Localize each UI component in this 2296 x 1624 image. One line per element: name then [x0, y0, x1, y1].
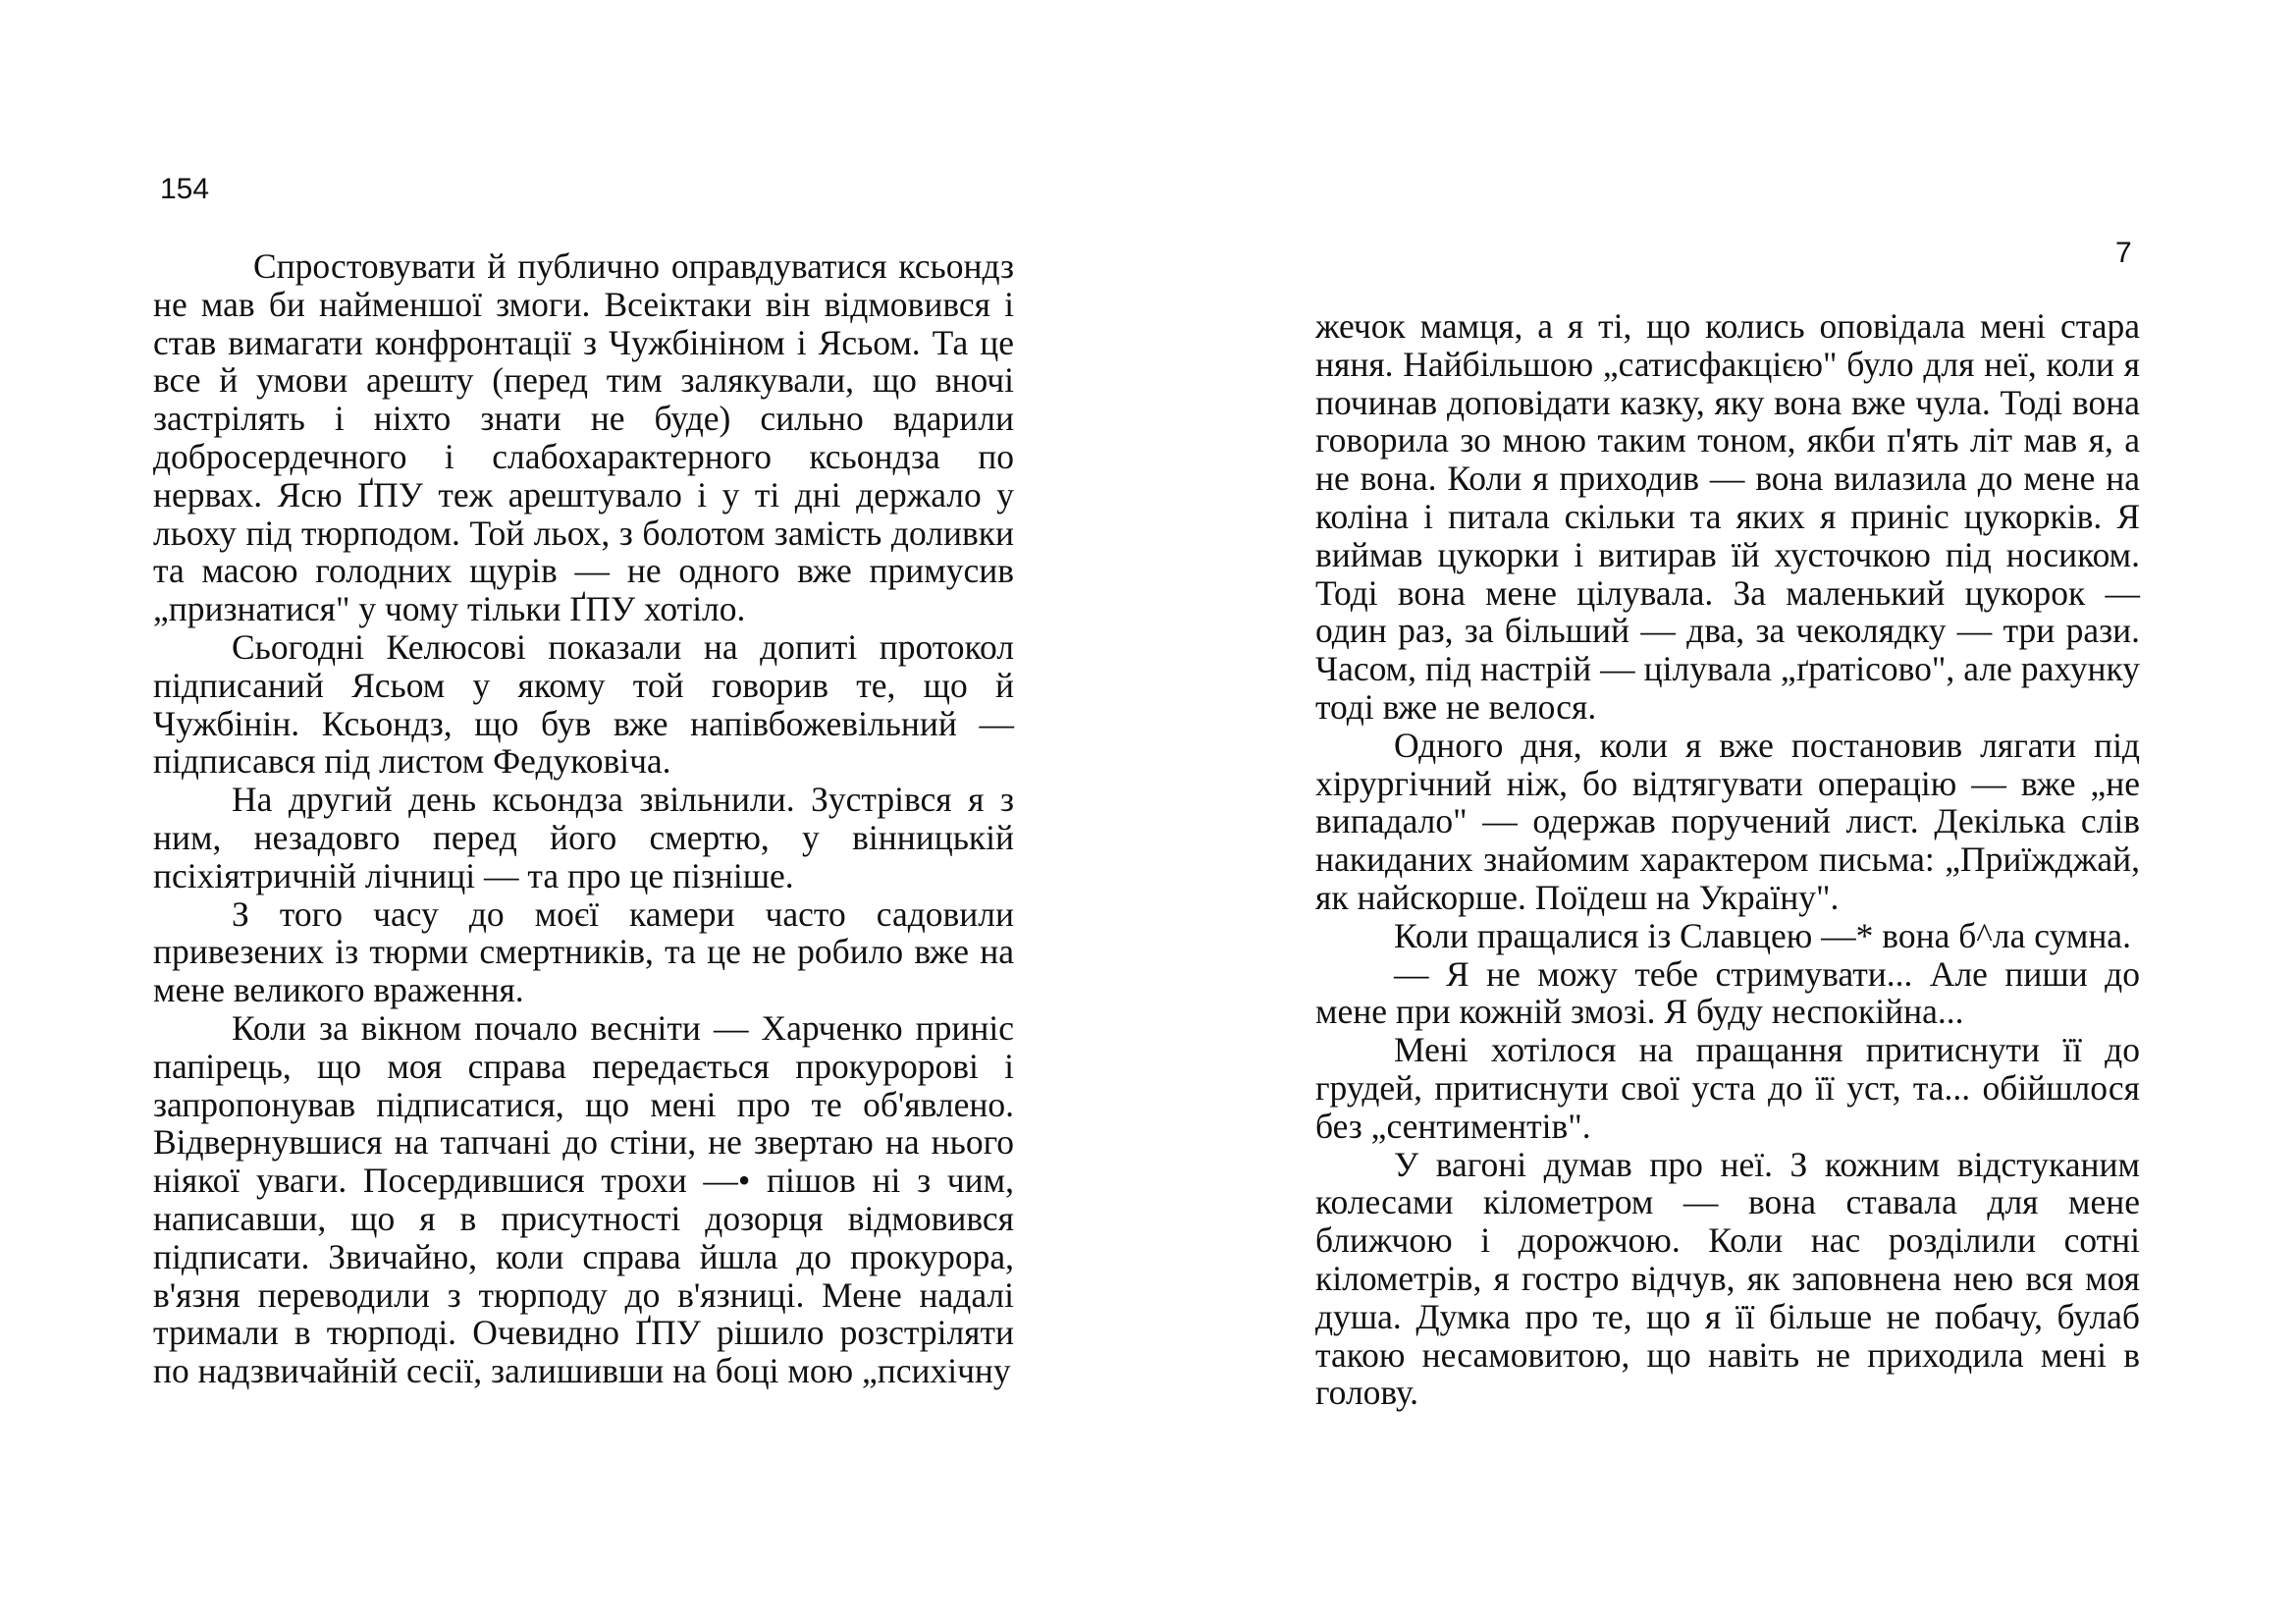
right-paragraph-1: жечок мамця, а я ті, що колись оповідала мені стара няня. Найбільшою „сатисфакцією" було для неї, коли я починав доповідати казку, яку вона вже чула. Тоді вона говорила зо мною таким тоном, якби п'ять літ мав я, а не вона. Коли я приходив — вона вилазила до мене на коліна і питала скільки та яких я приніс цукорків. Я виймав цукорки і витирав їй хусточкою під носиком. Тоді вона мене цілувала. За маленький цукорок — один раз, за більший — два, за чеколядку — три рази. Часом, під настрій — цілувала „ґратісово", але рахунку тоді вже не велося. — [1315, 306, 2140, 727]
left-paragraph-2: Сьогодні Келюсові показали на допиті протокол підписаний Ясьом у якому той говорив те, що й Чужбінін. Ксьондз, що був вже напівбожевільний — підписався під листом Федуковіча. — [153, 626, 1014, 782]
left-paragraph-3: На другий день ксьондза звільнили. Зустрівся я з ним, незадовго перед його смертю, у вінницькій псіхіятричній лічниці — та про це пізніше. — [153, 780, 1014, 895]
left-paragraph-4: З того часу до моєї камери часто садовили привезених із тюрми смертників, та це не робило вже на мене великого враження. — [153, 893, 1014, 1010]
right-paragraph-6: У вагоні думав про неї. З кожним відстуканим колесами кілометром — вона ставала для мене ближчою і дорожчою. Коли нас розділили сотні кілометрів, я гостро відчув, як заповнена нею вся моя душа. Думка про те, що я її більше не побачу, булаб такою несамовитою, що навіть не приходила мені в голову. — [1315, 1144, 2140, 1413]
left-paragraph-1: Спростовувати й публично оправдуватися ксьондз не мав би найменшої змоги. Всеіктаки він відмовився і став вимагати конфронтації з Чужбініном і Ясьом. Та це все й умови арешту (перед тим залякували, що вночі застрілять і ніхто знати не буде) сильно вдарили добросердечного і слабохарактерного ксьондза по нервах. Ясю ҐПУ теж арештувало і у ті дні держало у льоху під тюрподом. Той льох, з болотом замість доливки та масою голодних щурів — не одного вже примусив „признатися" у чому тільки ҐПУ хотіло. — [153, 246, 1014, 629]
right-paragraph-4: — Я не можу тебе стримувати... Але пиши до мене при кожній змозі. Я буду неспокійна... — [1315, 953, 2140, 1032]
right-paragraph-2: Одного дня, коли я вже постановив лягати під хірургічний ніж, бо відтягувати операцію — вже „не випадало" — одержав поручений лист. Декілька слів накиданих знайомим характером письма: „Приїжджай, як найскорше. Поїдеш на Україну". — [1315, 725, 2140, 917]
right-paragraph-3: Коли пращалися із Славцею —* вона б^ла сумна. — [1394, 915, 2131, 955]
right-page-number: 7 — [2115, 237, 2132, 269]
left-page-number: 154 — [160, 173, 210, 205]
right-paragraph-5: Мені хотілося на пращання притиснути її до грудей, притиснути свої уста до її уст, та... обійшлося без „сентиментів". — [1315, 1030, 2140, 1146]
left-page-text — [153, 247, 1014, 1390]
left-paragraph-5: Коли за вікном почало весніти — Харченко приніс папірець, що моя справа передається прокуророві і запропонував підписатися, що мені про те об'явлено. Відвернувшися на тапчані до стіни, не звертаю на нього ніякої уваги. Посердившися трохи —• пішов ні з чим, написавши, що я в присутності дозорця відмовився підписати. Звичайно, коли справа йшла до прокурора, в'язня переводили з тюрподу до в'язниці. Мене надалі тримали в тюрподі. Очевидно ҐПУ рішило розстріляти по надзвичайній сесії, залишивши на боці мою „психічну — [153, 1007, 1014, 1391]
right-page-text — [1315, 307, 2140, 1412]
